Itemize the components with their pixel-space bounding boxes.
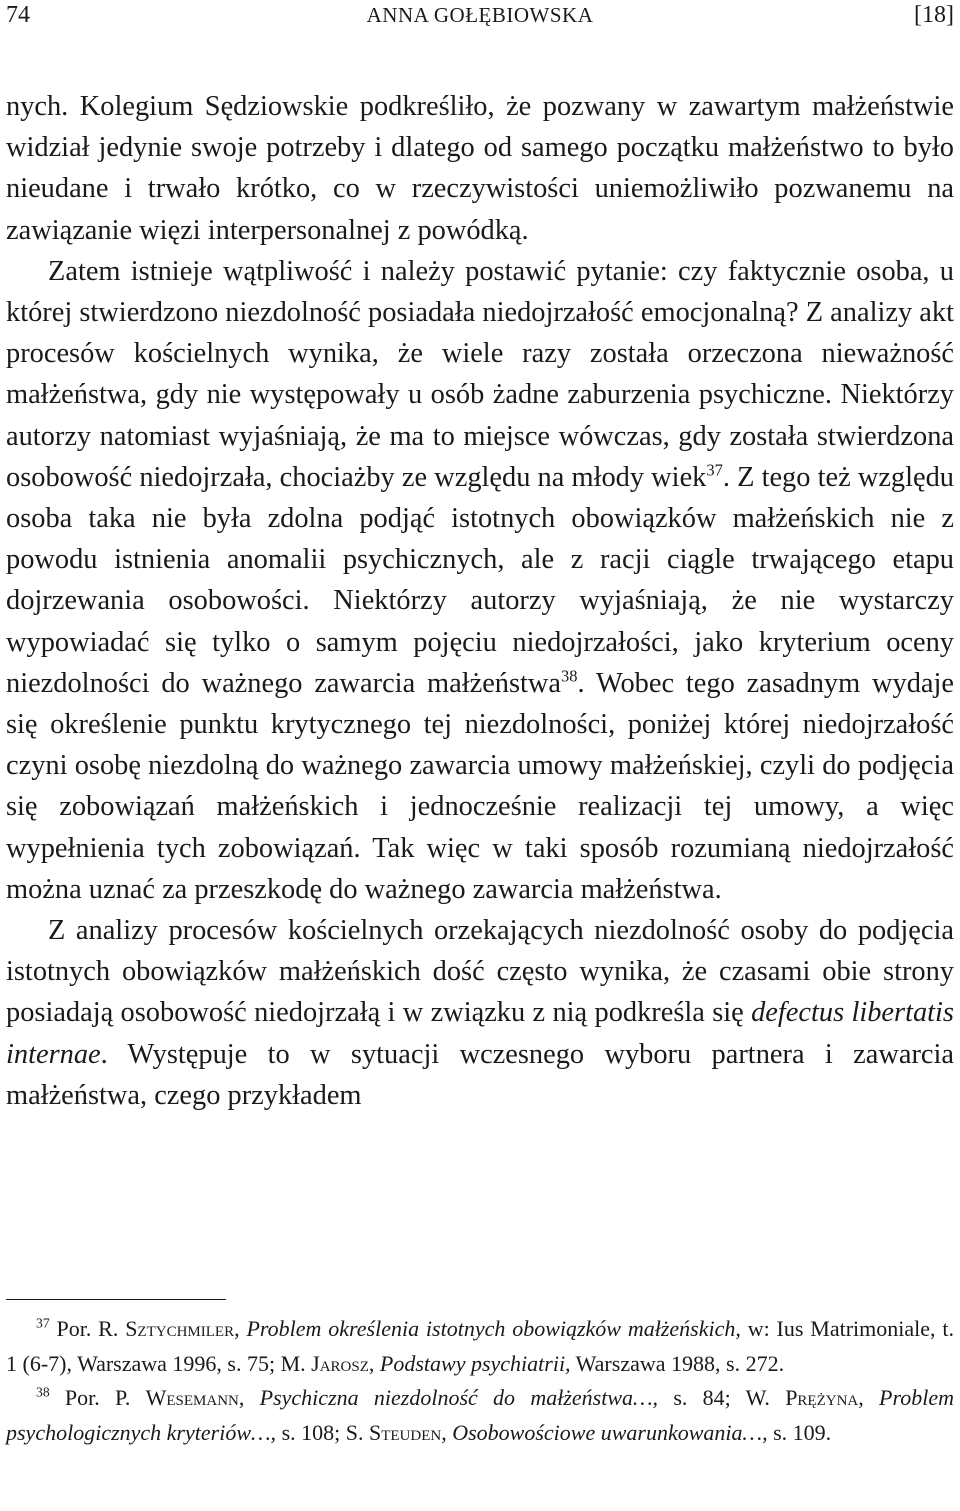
footnote-37-title-1: Problem określenia istotnych obowiązków małżeńskich,	[246, 1316, 741, 1341]
footnote-38-sep-2: ,	[858, 1385, 880, 1410]
footnote-38-sep-1: ,	[238, 1385, 260, 1410]
footnote-38-author-1: Wesemann	[145, 1385, 239, 1410]
footnote-separator	[6, 1299, 226, 1300]
footnote-37-sep-2: ,	[368, 1350, 380, 1376]
footnote-38-title-2: Problem psychologicznych kryteriów…,	[6, 1385, 954, 1445]
paragraph-1-text: nych. Kolegium Sędziowskie podkreśliło, że pozwany w zawartym małżeństwie widział jedynie swoje potrzeby i dlatego od samego początku małżeństwo to było nieudane i trwało krótko, co w rzeczywistości uniemożliwiło pozwanemu na zawiązanie więzi interpersonalnej z powódką.	[6, 91, 954, 246]
footnote-38-title-3: Osobowościowe uwarunkowania…,	[452, 1419, 768, 1445]
footnote-37	[6, 1312, 954, 1381]
footnote-38-text: Por. P.	[49, 1385, 146, 1410]
section-number: [18]	[914, 2, 954, 28]
paragraph-2-text-a: Zatem istnieje wątpliwość i należy postawić pytanie: czy faktycznie osoba, u której stwierdzono niezdolność posiadała niedojrzałość emocjonalną? Z analizy akt procesów kościelnych wynika, że wiele razy została orzeczona nieważność małżeństwa, gdy nie występowały u osób żadne zaburzenia psychiczne. Niektórzy autorzy natomiast wyjaśniają, że ma to miejsce wówczas, gdy została stwierdzona osobowość niedojrzała, chociażby ze względu na młody wiek	[6, 255, 954, 493]
latin-term: defectus libertatis internae	[6, 997, 954, 1070]
footnote-mark-37: 37	[36, 1315, 50, 1331]
footnote-38-sep-3: ,	[441, 1419, 453, 1445]
paragraph-3-text-b: . Występuje to w sytuacji wczesnego wyboru partnera i zawarcia małżeństwa, czego przykładem	[6, 1038, 954, 1111]
footnote-37-sep-1: ,	[234, 1316, 247, 1341]
footnote-37-title-2: Podstawy psychiatrii,	[379, 1350, 571, 1376]
footnote-ref-38[interactable]: 38	[561, 666, 578, 686]
footnote-37-text: Por. R.	[49, 1316, 126, 1341]
footnote-37-text-2: w: Ius Matrimoniale, t. 1 (6-7), Warszawa 1996, s. 75; M.	[6, 1316, 954, 1376]
footnote-38-author-3: Steuden	[368, 1419, 442, 1445]
paragraph-3-text-a: Z analizy procesów kościelnych orzekających niezdolność osoby do podjęcia istotnych obowiązków małżeńskich dość często wynika, że czasami obie strony posiadają osobowość niedojrzałą i w związku z nią podkreśla się	[6, 915, 954, 1029]
paragraph-1	[6, 86, 954, 251]
paragraph-2-text-b: . Z tego też względu osoba taka nie była zdolna podjąć istotnych obowiązków małżeńskich nie z powodu istnienia anomalii psychicznych, ale z racji ciągle trwającego etapu dojrzewania osobowości. Niektórzy autorzy wyjaśniają, że nie wystarczy wypowiadać się tylko o samym pojęciu niedojrzałości, jako kryterium oceny niezdolności do ważnego zawarcia małżeństwa	[6, 461, 954, 699]
footnote-38-text-3: s. 108; S.	[276, 1419, 369, 1445]
footnote-37-author-1: Sztychmiler	[125, 1316, 235, 1341]
footnote-mark-38: 38	[36, 1384, 50, 1400]
footnote-37-text-end: Warszawa 1988, s. 272.	[570, 1350, 785, 1376]
main-text	[6, 86, 954, 1116]
footnote-38-author-2: Prężyna	[785, 1385, 859, 1410]
footnote-38	[6, 1381, 954, 1450]
footnotes	[6, 1312, 954, 1450]
footnote-38-text-end: s. 109.	[767, 1419, 832, 1445]
page-number: 74	[6, 2, 30, 28]
footnote-38-title-1: Psychiczna niezdolność do małżeństwa…,	[259, 1385, 659, 1410]
footnote-37-author-2: Jarosz	[311, 1350, 369, 1376]
paragraph-3	[6, 910, 954, 1116]
paragraph-2-text-c: . Wobec tego zasadnym wydaje się określenie punktu krytycznego tej niezdolności, poniżej której niedojrzałość czyni osobę niezdolną do ważnego zawarcia umowy małżeńskiej, czyli do podjęcia się zobowiązań małżeńskich i jednocześnie realizacji tej umowy, a więc wypełnienia tych zobowiązań. Tak więc w taki sposób rozumianą niedojrzałość można uznać za przeszkodę do ważnego zawarcia małżeństwa.	[6, 667, 954, 905]
header-author: ANNA GOŁĘBIOWSKA	[366, 3, 594, 27]
footnote-38-text-2: s. 84; W.	[658, 1385, 786, 1410]
running-header	[6, 0, 954, 30]
footnote-ref-37[interactable]: 37	[706, 460, 723, 480]
paragraph-2	[6, 251, 954, 910]
